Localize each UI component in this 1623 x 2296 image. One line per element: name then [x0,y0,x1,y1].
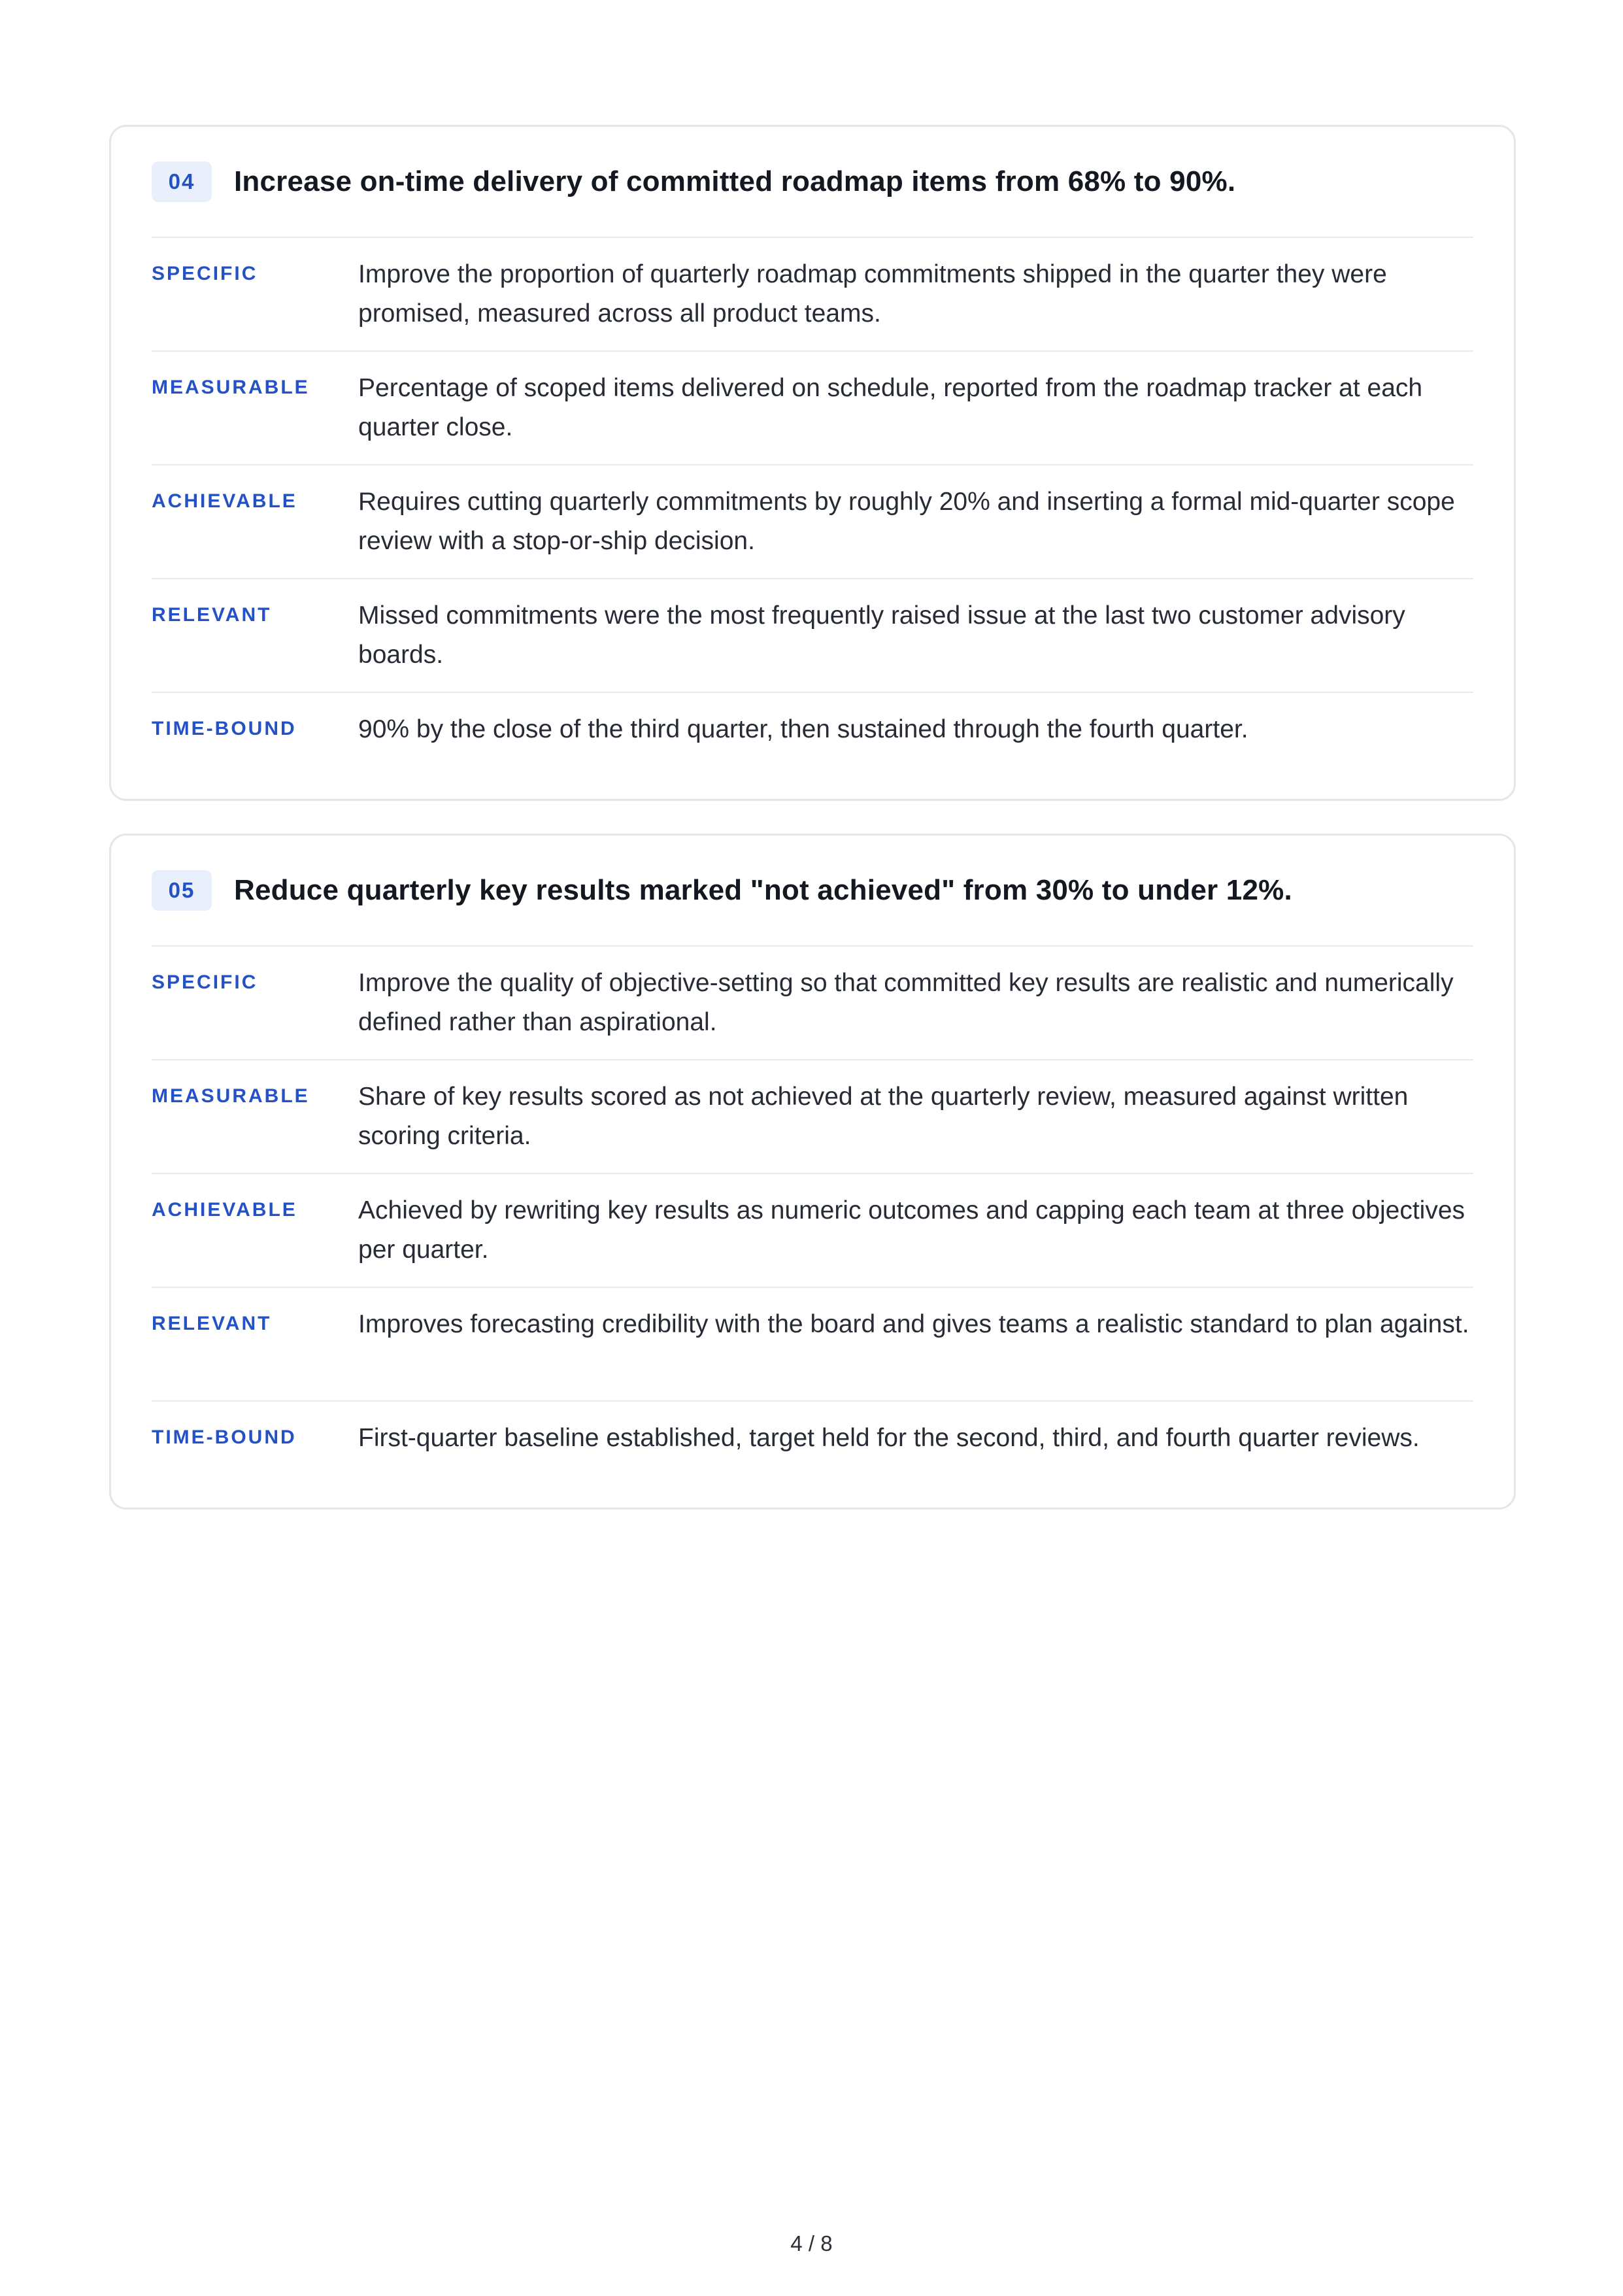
criteria-text: Achieved by rewriting key results as numeric outcomes and capping each team at three objectives per quarter. [358,1196,1465,1264]
criteria-text: 90% by the close of the third quarter, then sustained through the fourth quarter. [358,715,1248,743]
goal-title: Reduce quarterly key results marked "not achieved" from 30% to under 12%. [234,874,1292,906]
criteria-label: ACHIEVABLE [152,490,297,512]
criteria-label: SPECIFIC [152,263,258,284]
goal-card [109,125,1516,801]
criteria-row-measurable [152,352,1473,465]
criteria-text: Improve the quality of objective-setting so that committed key results are realistic and numerically defined rather than aspirational. [358,969,1454,1036]
goal-header [152,127,1473,238]
criteria-row-time-bound [152,1402,1473,1515]
criteria-row-time-bound [152,693,1473,807]
criteria-row-specific [152,238,1473,352]
criteria-label: TIME-BOUND [152,1427,297,1448]
criteria-label: RELEVANT [152,1313,272,1334]
page-number: 4 / 8 [790,2231,833,2255]
criteria-text: First-quarter baseline established, target held for the second, third, and fourth quarter reviews. [358,1424,1420,1452]
criteria-label: TIME-BOUND [152,718,297,739]
goal-number-badge: 05 [152,870,212,911]
criteria-row-relevant [152,579,1473,693]
criteria-label: ACHIEVABLE [152,1199,297,1221]
criteria-row-specific [152,947,1473,1060]
criteria-label: SPECIFIC [152,971,258,993]
criteria-text: Improves forecasting credibility with the board and gives teams a realistic standard to plan against. [358,1310,1469,1338]
criteria-text: Improve the proportion of quarterly roadmap commitments shipped in the quarter they were promised, measured across all product teams. [358,260,1387,328]
criteria-text: Share of key results scored as not achieved at the quarterly review, measured against written scoring criteria. [358,1083,1409,1150]
criteria-text: Requires cutting quarterly commitments by roughly 20% and inserting a formal mid-quarter scope review with a stop-or-ship decision. [358,488,1455,555]
criteria-text: Percentage of scoped items delivered on schedule, reported from the roadmap tracker at each quarter close. [358,374,1423,441]
goal-number-badge: 04 [152,161,212,202]
criteria-label: MEASURABLE [152,377,310,398]
criteria-label: MEASURABLE [152,1085,310,1107]
goal-title: Increase on-time delivery of committed roadmap items from 68% to 90%. [234,165,1236,197]
criteria-text: Missed commitments were the most frequently raised issue at the last two customer advisory boards. [358,601,1405,669]
criteria-label: RELEVANT [152,604,272,626]
goal-card [109,834,1516,1510]
criteria-row-relevant [152,1288,1473,1402]
criteria-row-achievable [152,1174,1473,1288]
goal-header [152,836,1473,947]
criteria-row-measurable [152,1060,1473,1174]
criteria-row-achievable [152,465,1473,579]
